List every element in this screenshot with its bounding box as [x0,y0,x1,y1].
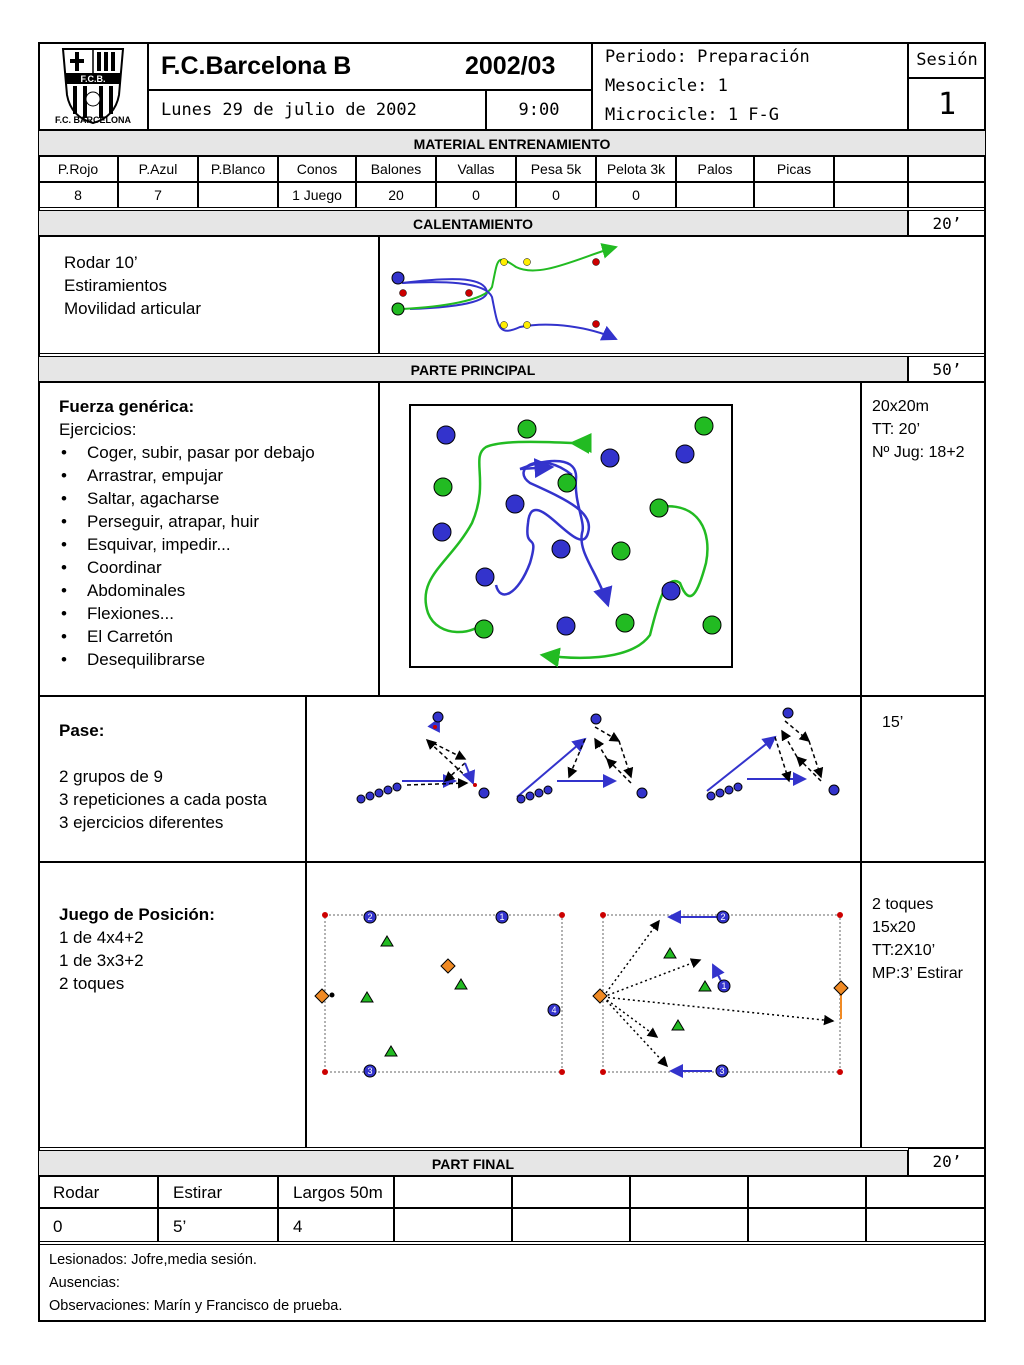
fuerza-exercise-item: • Esquivar, impedir... [59,533,378,556]
warmup-line: Rodar 10’ [64,253,138,272]
material-header-cell: Balones [356,156,436,182]
final-header-cell [630,1176,748,1208]
fuerza-diagram [380,383,860,695]
team-season-box [148,42,592,90]
material-value-cell: 8 [38,182,118,208]
juego-note: 15x20 [872,919,916,936]
material-value-cell: 0 [436,182,516,208]
final-header-cell [394,1176,512,1208]
final-header-cell: Rodar [38,1176,158,1208]
warmup-diagram [380,237,985,353]
pase-description [38,696,306,862]
fuerza-exercise-item: • Flexiones... [59,602,378,625]
material-value-cell: 1 Juego [278,182,356,208]
material-header-cell: Pelota 3k [596,156,676,182]
material-title: MATERIAL ENTRENAMIENTO [38,130,986,156]
juego-notes [861,862,986,1148]
mesocycle: Mesocicle: 1 [605,76,728,96]
juego-heading: Juego de Posición: [59,905,215,924]
period: Periodo: Preparación [605,47,810,67]
final-value-cell: 5’ [158,1208,278,1242]
fuerza-note: 20x20m [872,398,929,415]
juego-description [38,862,306,1148]
fuerza-exercise-item: • Perseguir, atrapar, huir [59,510,378,533]
material-header-cell: Conos [278,156,356,182]
pase-diagram-box [306,696,861,862]
team-name: F.C.Barcelona B [161,52,352,80]
warmup-description [38,236,379,354]
final-value-cell: 0 [38,1208,158,1242]
fuerza-exercise-item: • Coordinar [59,556,378,579]
season: 2002/03 [465,52,556,80]
fuerza-exercise-item: • Abdominales [59,579,378,602]
material-value-cell: 7 [118,182,198,208]
microcycle: Microcicle: 1 F-G [605,105,779,125]
juego-diagram-box [306,862,861,1148]
final-title: PART FINAL [38,1150,908,1176]
session-date: Lunes 29 de julio de 2002 [148,90,486,130]
fuerza-subheading: Ejercicios: [59,420,137,439]
fuerza-note: Nº Jug: 18+2 [872,444,965,461]
material-header-cell: P.Azul [118,156,198,182]
fuerza-notes [861,382,986,696]
fuerza-exercise-item: • Arrastrar, empujar [59,464,378,487]
juego-note: TT:2X10’ [872,942,936,959]
final-value-cell [866,1208,986,1242]
session-number: 1 [908,78,986,130]
material-value-cell: 20 [356,182,436,208]
club-crest-box [38,42,148,130]
final-header-cell: Largos 50m [278,1176,394,1208]
cycle-info [592,42,908,130]
pos-label: 2 [720,912,726,922]
material-value-cell [198,182,278,208]
warmup-duration: 20’ [908,210,986,236]
final-header-cell [866,1176,986,1208]
material-value-cell: 0 [516,182,596,208]
pos-label: 1 [721,981,727,991]
material-header-cell: Vallas [436,156,516,182]
warmup-diagram-box [379,236,986,354]
fuerza-exercise-item: • Coger, subir, pasar por debajo [59,441,378,464]
fuerza-diagram-box [379,382,861,696]
fuerza-exercise-item: • Saltar, agacharse [59,487,378,510]
juego-diagrams [307,863,860,1147]
final-duration: 20’ [908,1148,986,1176]
warmup-line: Estiramientos [64,276,167,295]
fuerza-exercise-item: • Desequilibrarse [59,648,378,671]
main-title: PARTE PRINCIPAL [38,356,908,382]
pase-line: 3 repeticiones a cada posta [59,790,267,809]
material-header-cell: Picas [754,156,834,182]
material-value-cell [754,182,834,208]
warmup-title: CALENTAMIENTO [38,210,908,236]
pos-label: 3 [719,1066,725,1076]
pos-label: 1 [499,912,505,922]
observations-note: Observaciones: Marín y Francisco de prueba. [49,1298,343,1314]
juego-line: 2 toques [59,974,125,993]
material-value-cell [676,182,754,208]
pos-label: 2 [367,912,373,922]
fuerza-exercise-list [59,441,378,671]
final-value-cell: 4 [278,1208,394,1242]
pase-line: 3 ejercicios diferentes [59,813,224,832]
fuerza-description [38,382,379,696]
juego-line: 1 de 3x3+2 [59,951,144,970]
fuerza-heading: Fuerza genérica: [59,397,195,416]
warmup-line: Movilidad articular [64,299,201,318]
main-duration: 50’ [908,356,986,382]
material-header-cell: Pesa 5k [516,156,596,182]
absences-note: Ausencias: [49,1275,120,1291]
final-header-cell [512,1176,630,1208]
pase-notes [861,696,986,862]
final-value-cell [630,1208,748,1242]
material-value-cell: 0 [596,182,676,208]
material-header-cell [908,156,986,182]
final-value-cell [394,1208,512,1242]
juego-note: 2 toques [872,896,934,913]
club-name: F.C. BARCELONA [55,115,131,125]
pase-heading: Pase: [59,721,105,740]
fuerza-note: TT: 20’ [872,421,921,438]
injured-note: Lesionados: Jofre,media sesión. [49,1252,257,1268]
pos-label: 4 [551,1005,557,1015]
final-value-cell [748,1208,866,1242]
juego-note: MP:3’ Estirar [872,965,963,982]
final-value-cell [512,1208,630,1242]
crest-letters: F.C.B. [80,74,106,84]
pase-line: 2 grupos de 9 [59,767,163,786]
pos-label: 3 [367,1066,373,1076]
fuerza-exercise-item: • El Carretón [59,625,378,648]
final-header-cell: Estirar [158,1176,278,1208]
material-value-cell [908,182,986,208]
material-header-cell: P.Rojo [38,156,118,182]
session-time: 9:00 [486,90,592,130]
session-label: Sesión [908,42,986,78]
material-header-cell: Palos [676,156,754,182]
session-notes [38,1244,986,1322]
juego-line: 1 de 4x4+2 [59,928,144,947]
material-header-cell: P.Blanco [198,156,278,182]
final-header-cell [748,1176,866,1208]
material-value-cell [834,182,908,208]
pase-diagrams [307,697,860,861]
material-header-cell [834,156,908,182]
pase-note: 15’ [882,714,904,731]
